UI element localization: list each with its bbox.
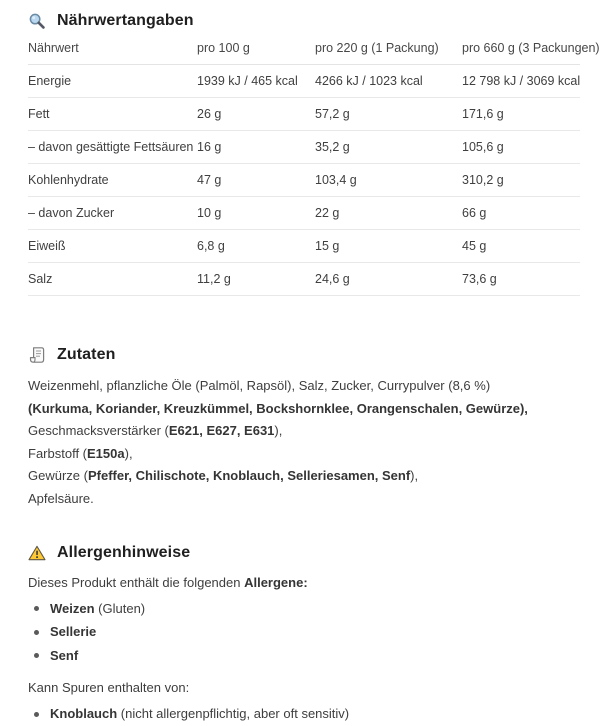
table-row	[28, 65, 580, 98]
ingredients-section-header	[28, 346, 580, 364]
table-row	[28, 98, 580, 131]
col-header-per220g: pro 220 g (1 Packung)	[315, 39, 462, 65]
text-segment: Geschmacksverstärker (	[28, 423, 169, 439]
text-segment: Apfelsäure.	[28, 490, 94, 506]
nutrient-value: 45 g	[462, 230, 580, 263]
text-segment: Allergene:	[244, 574, 308, 590]
allergens-section	[28, 544, 580, 726]
nutrient-value: 1939 kJ / 465 kcal	[197, 65, 315, 98]
nutrient-value: 11,2 g	[197, 263, 315, 296]
allergen-list	[28, 597, 580, 668]
list-item	[28, 702, 580, 726]
nutrient-value: 35,2 g	[315, 131, 462, 164]
col-header-nutrient: Nährwert	[28, 39, 197, 65]
table-row	[28, 230, 580, 263]
text-segment: (Gluten)	[94, 600, 146, 616]
col-header-per660g: pro 660 g (3 Packungen)	[462, 39, 580, 65]
nutrient-value: 10 g	[197, 197, 315, 230]
text-segment: Knoblauch	[50, 706, 118, 722]
nutrient-label: – davon Zucker	[28, 197, 197, 230]
list-item	[28, 620, 580, 644]
nutrition-section-header	[28, 12, 580, 30]
text-segment: (nicht allergenpflichtig, aber oft sensitiv)	[117, 706, 350, 722]
text-segment: Pfeffer, Chilischote, Knoblauch, Selleriesamen, Senf	[87, 468, 411, 484]
list-item	[28, 644, 580, 668]
list-item	[28, 597, 580, 621]
nutrition-table	[28, 39, 600, 296]
text-segment: Weizenmehl, pflanzliche Öle (Palmöl, Rapsöl), Salz, Zucker, Currypulver (8,6 %)	[28, 378, 491, 393]
text-segment: ),	[410, 468, 419, 484]
nutrient-value: 26 g	[197, 98, 315, 131]
ingredients-title: Zutaten	[57, 346, 116, 363]
nutrient-label: – davon gesättigte Fettsäuren	[28, 131, 197, 164]
nutrient-value: 66 g	[462, 197, 580, 230]
nutrient-label: Kohlenhydrate	[28, 164, 197, 197]
nutrient-value: 24,6 g	[315, 263, 462, 296]
table-row	[28, 131, 580, 164]
scroll-icon	[28, 346, 46, 364]
ingredients-text	[28, 375, 580, 511]
text-segment: Sellerie	[50, 624, 97, 640]
text-segment: Dieses Produkt enthält die folgenden	[28, 574, 245, 590]
allergens-intro	[28, 575, 580, 590]
table-row	[28, 263, 580, 296]
table-row	[28, 164, 580, 197]
nutrient-value: 73,6 g	[462, 263, 580, 296]
nutrition-title: Nährwertangaben	[57, 12, 194, 29]
nutrient-value: 105,6 g	[462, 131, 580, 164]
allergens-title: Allergenhinweise	[57, 543, 191, 561]
nutrient-label: Fett	[28, 98, 197, 131]
nutrition-table-body	[28, 65, 580, 296]
allergens-section-header	[28, 544, 580, 562]
ingredient-line	[28, 420, 580, 443]
text-segment: E621, E627, E631	[168, 423, 275, 439]
magnifier-icon	[28, 12, 46, 30]
ingredient-line	[28, 488, 580, 511]
traces-intro: Kann Spuren enthalten von:	[28, 680, 190, 696]
warning-icon	[28, 544, 46, 562]
ingredients-section	[28, 346, 580, 511]
text-segment: (Kurkuma, Koriander, Kreuzkümmel, Bockshornklee, Orangenschalen, Gewürze),	[28, 400, 528, 416]
nutrient-value: 22 g	[315, 197, 462, 230]
col-header-per100g: pro 100 g	[197, 39, 315, 65]
nutrient-value: 16 g	[197, 131, 315, 164]
nutrient-label: Eiweiß	[28, 230, 197, 263]
nutrient-value: 47 g	[197, 164, 315, 197]
nutrient-label: Energie	[28, 65, 197, 98]
text-segment: Senf	[50, 647, 79, 663]
ingredient-line	[28, 398, 580, 421]
nutrient-value: 15 g	[315, 230, 462, 263]
nutrient-value: 103,4 g	[315, 164, 462, 197]
text-segment: Gewürze (	[28, 468, 88, 484]
nutrient-value: 310,2 g	[462, 164, 580, 197]
text-segment: ),	[274, 423, 283, 439]
table-header-row	[28, 39, 580, 65]
ingredient-line	[28, 443, 580, 466]
text-segment: ),	[124, 445, 133, 461]
text-segment: E150a	[87, 445, 125, 461]
nutrient-value: 57,2 g	[315, 98, 462, 131]
nutrient-value: 6,8 g	[197, 230, 315, 263]
table-row	[28, 197, 580, 230]
traces-list	[28, 702, 580, 726]
nutrient-value: 4266 kJ / 1023 kcal	[315, 65, 462, 98]
nutrition-section	[28, 12, 600, 296]
text-segment: Weizen	[50, 600, 95, 616]
ingredient-line	[28, 375, 580, 398]
text-segment: Farbstoff (	[28, 445, 88, 461]
nutrient-value: 12 798 kJ / 3069 kcal	[462, 65, 580, 98]
nutrient-value: 171,6 g	[462, 98, 580, 131]
ingredient-line	[28, 465, 580, 488]
nutrient-label: Salz	[28, 263, 197, 296]
